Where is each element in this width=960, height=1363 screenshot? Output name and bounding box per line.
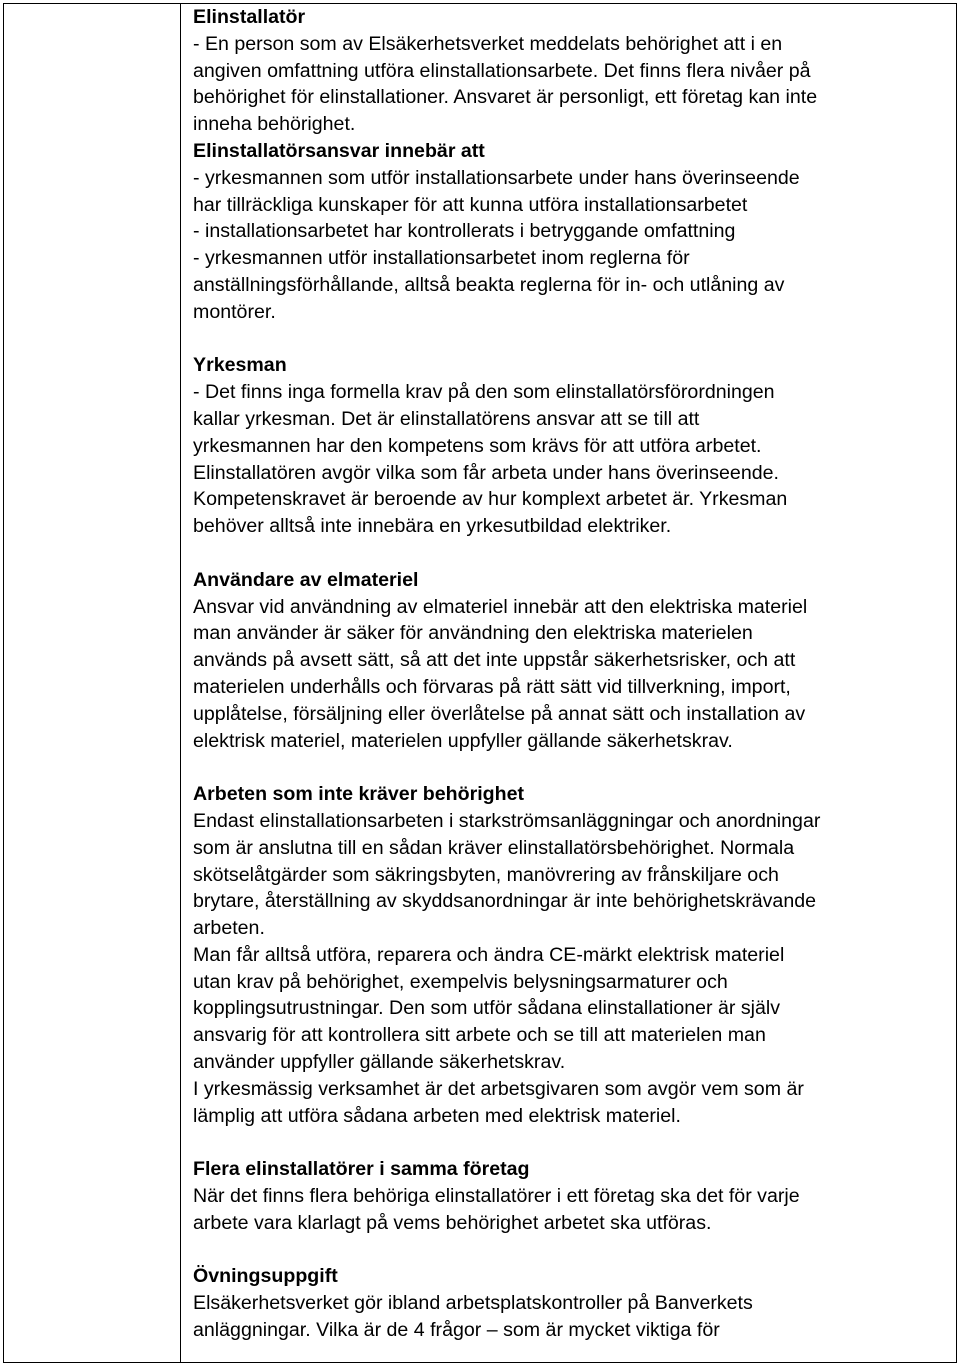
text-line: När det finns flera behöriga elinstallatörer i ett företag ska det för varje: [193, 1185, 800, 1208]
text-line: - yrkesmannen som utför installationsarbete under hans överinseende: [193, 166, 800, 189]
spacer: [193, 540, 951, 567]
text-line: - Det finns inga formella krav på den som elinstallatörsförordningen: [193, 381, 775, 404]
text-line: behöver alltså inte innebära en yrkesutbildad elektriker.: [193, 515, 672, 538]
text-line: I yrkesmässig verksamhet är det arbetsgivaren som avgör vem som är: [193, 1077, 804, 1100]
text-line: Ansvar vid användning av elmateriel innebär att den elektriska materiel: [193, 595, 808, 618]
text-line: brytare, återställning av skyddsanordningar är inte behörighetskrävande: [193, 890, 817, 913]
text-line: inneha behörighet.: [193, 113, 356, 136]
text-line: anläggningar. Vilka är de 4 frågor – som är mycket viktiga för: [193, 1319, 720, 1342]
text-line: arbeten.: [193, 917, 265, 940]
text-line: Elsäkerhetsverket gör ibland arbetsplatskontroller på Banverkets: [193, 1292, 753, 1315]
text-line: - yrkesmannen utför installationsarbetet inom reglerna för: [193, 247, 690, 270]
text-line: kallar yrkesman. Det är elinstallatörens ansvar att se till att: [193, 407, 700, 430]
text-line: arbete vara klarlagt på vems behörighet arbetet ska utföras.: [193, 1211, 712, 1234]
text-line: som är anslutna till en sådan kräver elinstallatörsbehörighet. Normala: [193, 836, 795, 859]
text-line: använder uppfyller gällande säkerhetskrav.: [193, 1051, 566, 1074]
text-line: ansvarig för att kontrollera sitt arbete och se till att materielen man: [193, 1024, 766, 1047]
document-content: [193, 4, 951, 1344]
heading-ansvar: Elinstallatörsansvar innebär att: [193, 139, 485, 162]
spacer: [193, 1237, 951, 1264]
text-line: upplåtelse, försäljning eller överlåtelse på annat sätt och installation av: [193, 702, 806, 725]
text-line: anställningsförhållande, alltså beakta reglerna för in- och utlåning av: [193, 273, 785, 296]
spacer: [193, 326, 951, 353]
text-line: används på avsett sätt, så att det inte uppstår säkerhetsrisker, och att: [193, 649, 796, 672]
spacer: [193, 754, 951, 781]
heading-anvandare: Användare av elmateriel: [193, 568, 419, 591]
heading-elinstallator: Elinstallatör: [193, 6, 306, 28]
text-line: lämplig att utföra sådana arbeten med elektrisk materiel.: [193, 1104, 681, 1127]
text-line: man använder är säker för användning den elektriska materielen: [193, 622, 753, 645]
text-line: montörer.: [193, 300, 276, 323]
column-divider: [180, 3, 181, 1363]
heading-flera: Flera elinstallatörer i samma företag: [193, 1158, 530, 1181]
text-line: kopplingsutrustningar. Den som utför sådana elinstallationer är själv: [193, 997, 781, 1020]
text-line: yrkesmannen har den kompetens som krävs för att utföra arbetet.: [193, 434, 762, 457]
text-line: Man får alltså utföra, reparera och ändra CE-märkt elektrisk materiel: [193, 943, 785, 966]
text-line: Endast elinstallationsarbeten i starkströmsanläggningar och anordningar: [193, 809, 821, 832]
text-line: Kompetenskravet är beroende av hur komplext arbetet är. Yrkesman: [193, 488, 788, 511]
heading-yrkesman: Yrkesman: [193, 354, 287, 377]
text-line: - En person som av Elsäkerhetsverket meddelats behörighet att i en: [193, 32, 783, 55]
text-line: skötselåtgärder som säkringsbyten, manövrering av frånskiljare och: [193, 863, 779, 886]
text-line: utan krav på behörighet, exempelvis belysningsarmaturer och: [193, 970, 728, 993]
text-line: har tillräckliga kunskaper för att kunna utföra installationsarbetet: [193, 193, 748, 216]
text-line: Elinstallatören avgör vilka som får arbeta under hans överinseende.: [193, 461, 779, 484]
text-line: angiven omfattning utföra elinstallationsarbete. Det finns flera nivåer på: [193, 59, 811, 82]
heading-ovning: Övningsuppgift: [193, 1265, 338, 1288]
text-line: elektrisk materiel, materielen uppfyller gällande säkerhetskrav.: [193, 729, 733, 752]
spacer: [193, 1129, 951, 1156]
text-line: materielen underhålls och förvaras på rätt sätt vid tillverkning, import,: [193, 675, 791, 698]
heading-arbeten: Arbeten som inte kräver behörighet: [193, 783, 524, 806]
text-line: - installationsarbetet har kontrollerats i betryggande omfattning: [193, 220, 736, 243]
text-line: behörighet för elinstallationer. Ansvaret är personligt, ett företag kan inte: [193, 86, 818, 109]
